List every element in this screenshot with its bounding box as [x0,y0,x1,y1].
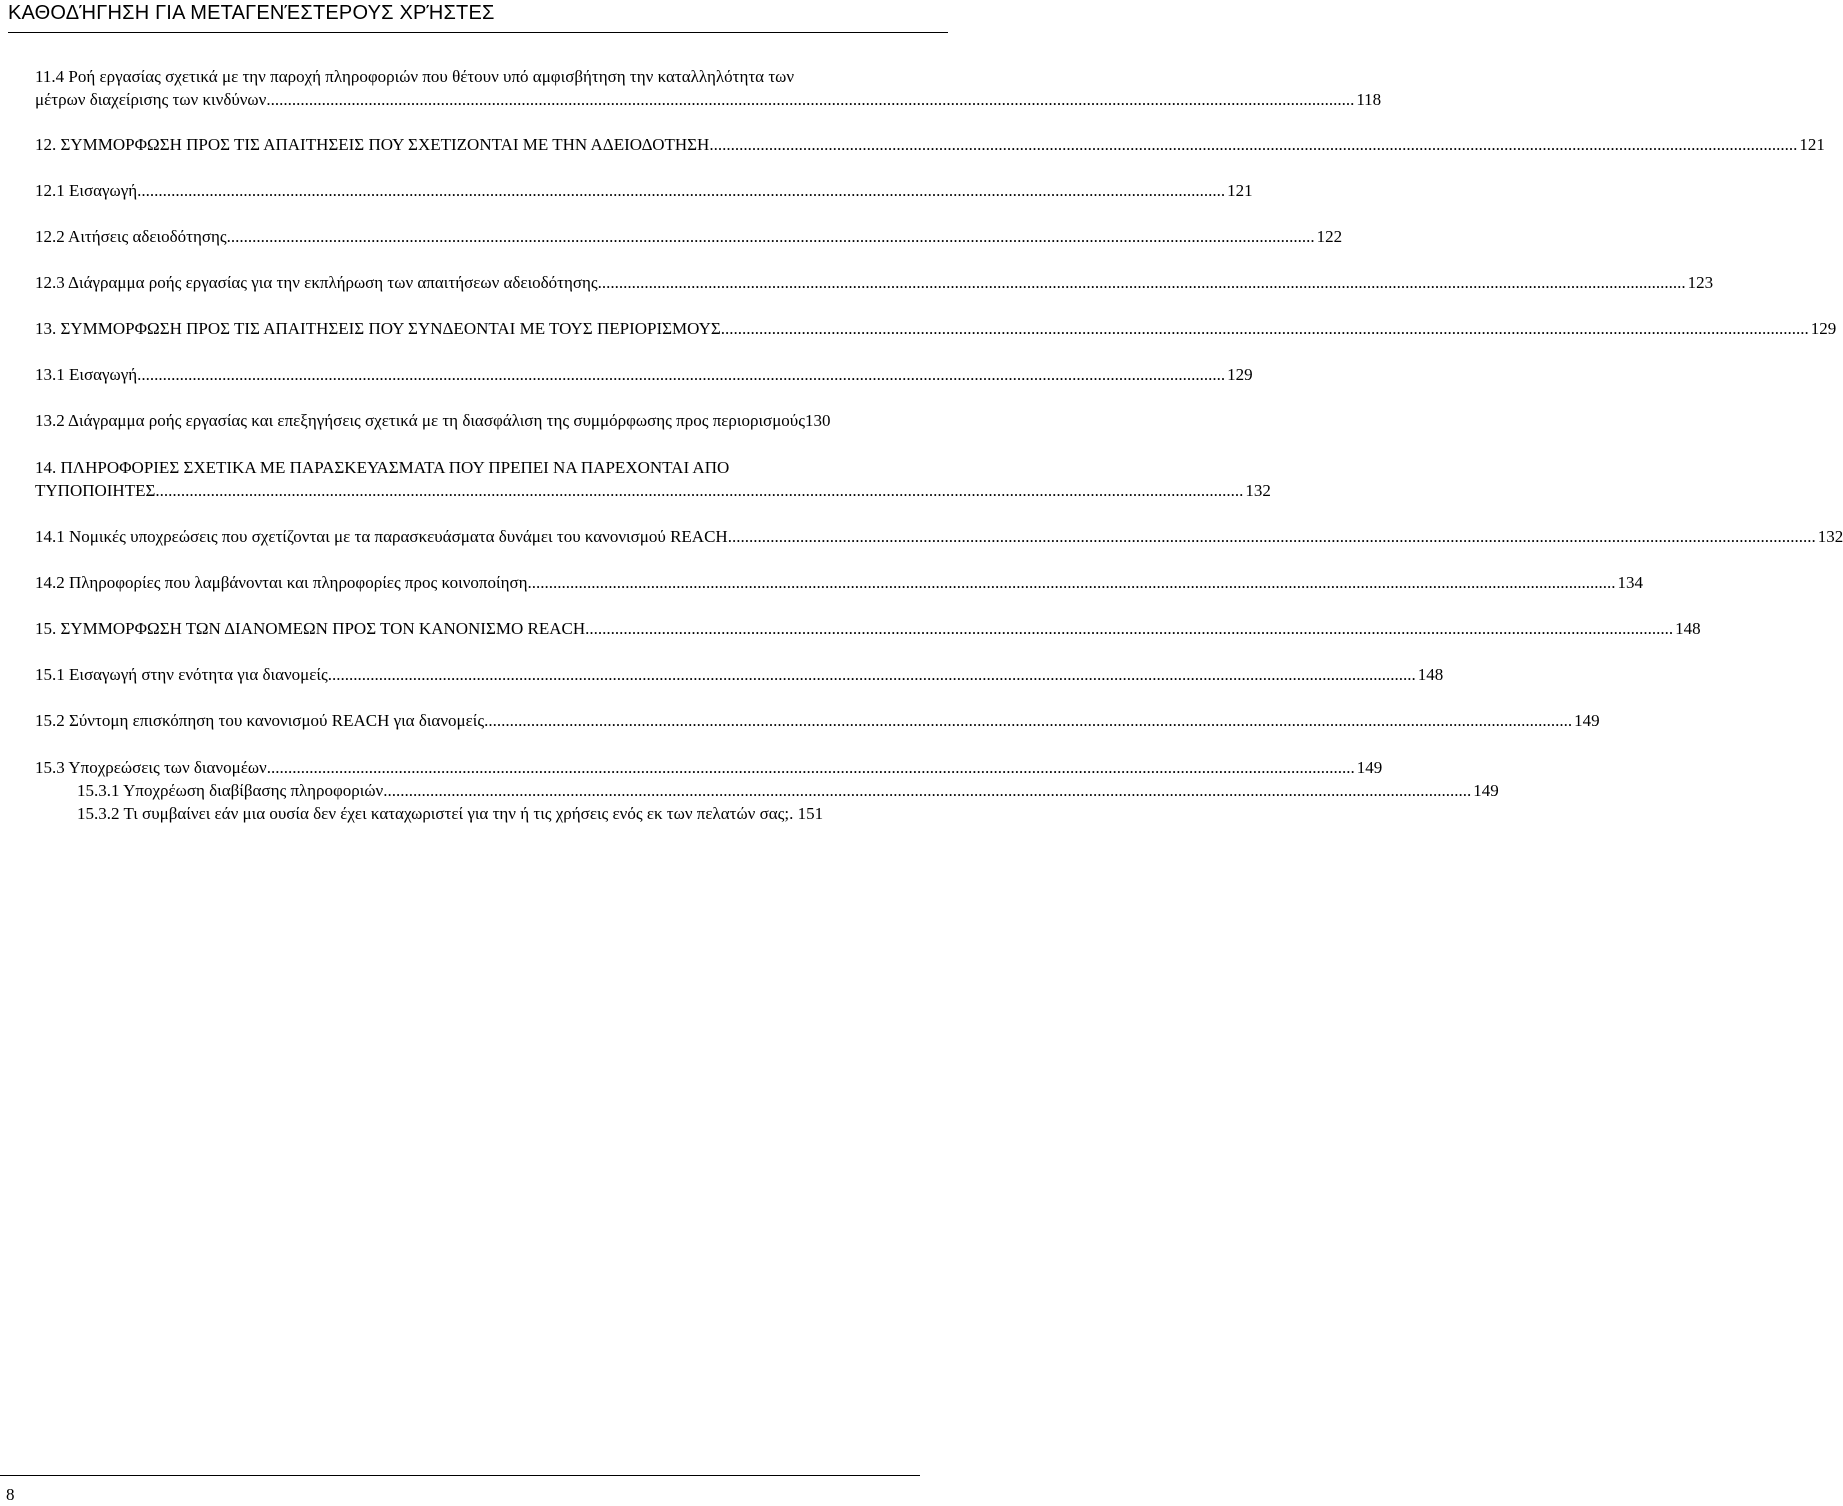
toc-entry-14[interactable] [35,479,1271,502]
toc-entry-title: 14.1 Νομικές υποχρεώσεις που σχετίζονται με τα παρασκευάσματα δυνάμει του κανονισμού REACH [35,527,728,546]
dot-leader [598,271,1686,294]
toc-page-number: 149 [1356,758,1383,777]
dot-leader [383,779,1471,802]
toc-entry-15-3-2[interactable]: 15.3.2 Τι συμβαίνει εάν μια ουσία δεν έχει καταχωριστεί για την ή τις χρήσεις ενός εκ των πελατών σας;. 151 [77,804,824,823]
toc-page-number: 149 [1574,711,1600,730]
toc-entry-15-3-1[interactable] [77,779,1499,802]
dot-leader [328,663,1416,686]
toc-entry-title: 14.2 Πληροφορίες που λαμβάνονται και πληροφορίες προς κοινοποίηση [35,573,528,592]
toc-page-number: 121 [1227,181,1253,200]
toc-entry-15-2[interactable] [35,709,1600,732]
dot-leader [585,617,1673,640]
dot-leader [137,179,1225,202]
toc-entry-title: 12.1 Εισαγωγή [35,181,138,200]
toc-page-number: 129 [1810,319,1837,338]
toc-entry-title: 15. ΣΥΜΜΟΡΦΩΣΗ ΤΩΝ ΔΙΑΝΟΜΕΩΝ ΠΡΟΣ ΤΟΝ ΚΑΝΟΝΙΣΜΟ REACH [35,619,586,638]
toc-page-number: 134 [1617,573,1644,592]
toc-entry-title: μέτρων διαχείρισης των κινδύνων [35,90,267,109]
dot-leader [709,133,1797,156]
toc-entry-title: ΤΥΠΟΠΟΙΗΤΕΣ [35,481,156,500]
document-title: ΚΑΘΟΔΉΓΗΣΗ ΓΙΑ ΜΕΤΑΓΕΝΈΣΤΕΡΟΥΣ ΧΡΉΣΤΕΣ [8,2,495,24]
toc-page-number: 148 [1417,665,1444,684]
toc-entry-title: 12. ΣΥΜΜΟΡΦΩΣΗ ΠΡΟΣ ΤΙΣ ΑΠΑΙΤΗΣΕΙΣ ΠΟΥ ΣΧΕΤΙΖΟΝΤΑΙ ΜΕ ΤΗΝ ΑΔΕΙΟΔΟΤΗΣΗ [35,135,710,154]
toc-entry-14-2[interactable] [35,571,1644,594]
toc-entry-13[interactable] [35,317,1837,340]
dot-leader [484,709,1572,732]
toc-page-number: 123 [1687,273,1714,292]
dot-leader [155,479,1243,502]
toc-entry-title: 12.3 Διάγραμμα ροής εργασίας για την εκπλήρωση των απαιτήσεων αδειοδότησης [35,273,598,292]
toc-entry-title: 15.1 Εισαγωγή στην ενότητα για διανομείς [35,665,328,684]
toc-entry-title: 12.2 Αιτήσεις αδειοδότησης [35,227,227,246]
toc-page-number: 122 [1316,227,1343,246]
toc-entry-13-1[interactable] [35,363,1253,386]
dot-leader [266,88,1354,111]
toc-entry-15[interactable] [35,617,1701,640]
footer-divider [0,1475,920,1476]
toc-entry-title: 13. ΣΥΜΜΟΡΦΩΣΗ ΠΡΟΣ ΤΙΣ ΑΠΑΙΤΗΣΕΙΣ ΠΟΥ ΣΥΝΔΕΟΝΤΑΙ ΜΕ ΤΟΥΣ ΠΕΡΙΟΡΙΣΜΟΥΣ [35,319,721,338]
dot-leader [267,756,1355,779]
toc-entry-11-4-line1[interactable]: 11.4 Ροή εργασίας σχετικά με την παροχή πληροφοριών που θέτουν υπό αμφισβήτηση την καταλληλότητα των [35,67,795,86]
page-header [8,0,948,33]
toc-page-number: 129 [1227,365,1253,384]
toc-entry-12-3[interactable] [35,271,1714,294]
toc-entry-11-4[interactable] [35,88,1382,111]
toc-page-number: 149 [1473,781,1499,800]
dot-leader [227,225,1315,248]
toc-page-number: 132 [1817,527,1843,546]
toc-entry-14-1[interactable] [35,525,1843,548]
dot-leader [721,317,1809,340]
toc-entry-title: 15.3.1 Υποχρέωση διαβίβασης πληροφοριών [77,781,384,800]
dot-leader [728,525,1816,548]
toc-page-number: 118 [1356,90,1382,109]
toc-entry-15-1[interactable] [35,663,1444,686]
toc-entry-title: 15.3 Υποχρεώσεις των διανομέων [35,758,267,777]
toc-entry-title: 15.2 Σύντομη επισκόπηση του κανονισμού REACH για διανομείς [35,711,485,730]
dot-leader [528,571,1616,594]
toc-page-number: 132 [1245,481,1271,500]
toc-page-number: 121 [1799,135,1825,154]
dot-leader [137,363,1225,386]
toc-entry-title: 13.1 Εισαγωγή [35,365,138,384]
toc-entry-13-2[interactable]: 13.2 Διάγραμμα ροής εργασίας και επεξηγήσεις σχετικά με τη διασφάλιση της συμμόρφωσης προς περιορισμούς130 [35,411,831,430]
toc-page-number: 148 [1675,619,1701,638]
toc-entry-12-1[interactable] [35,179,1253,202]
toc-entry-15-3[interactable] [35,756,1383,779]
page-number: 8 [6,1485,15,1504]
toc-entry-12[interactable] [35,133,1825,156]
toc-entry-12-2[interactable] [35,225,1343,248]
toc-entry-14-line1[interactable]: 14. ΠΛΗΡΟΦΟΡΙΕΣ ΣΧΕΤΙΚΑ ΜΕ ΠΑΡΑΣΚΕΥΑΣΜΑΤΑ ΠΟΥ ΠΡΕΠΕΙ ΝΑ ΠΑΡΕΧΟΝΤΑΙ ΑΠΟ [35,458,730,477]
